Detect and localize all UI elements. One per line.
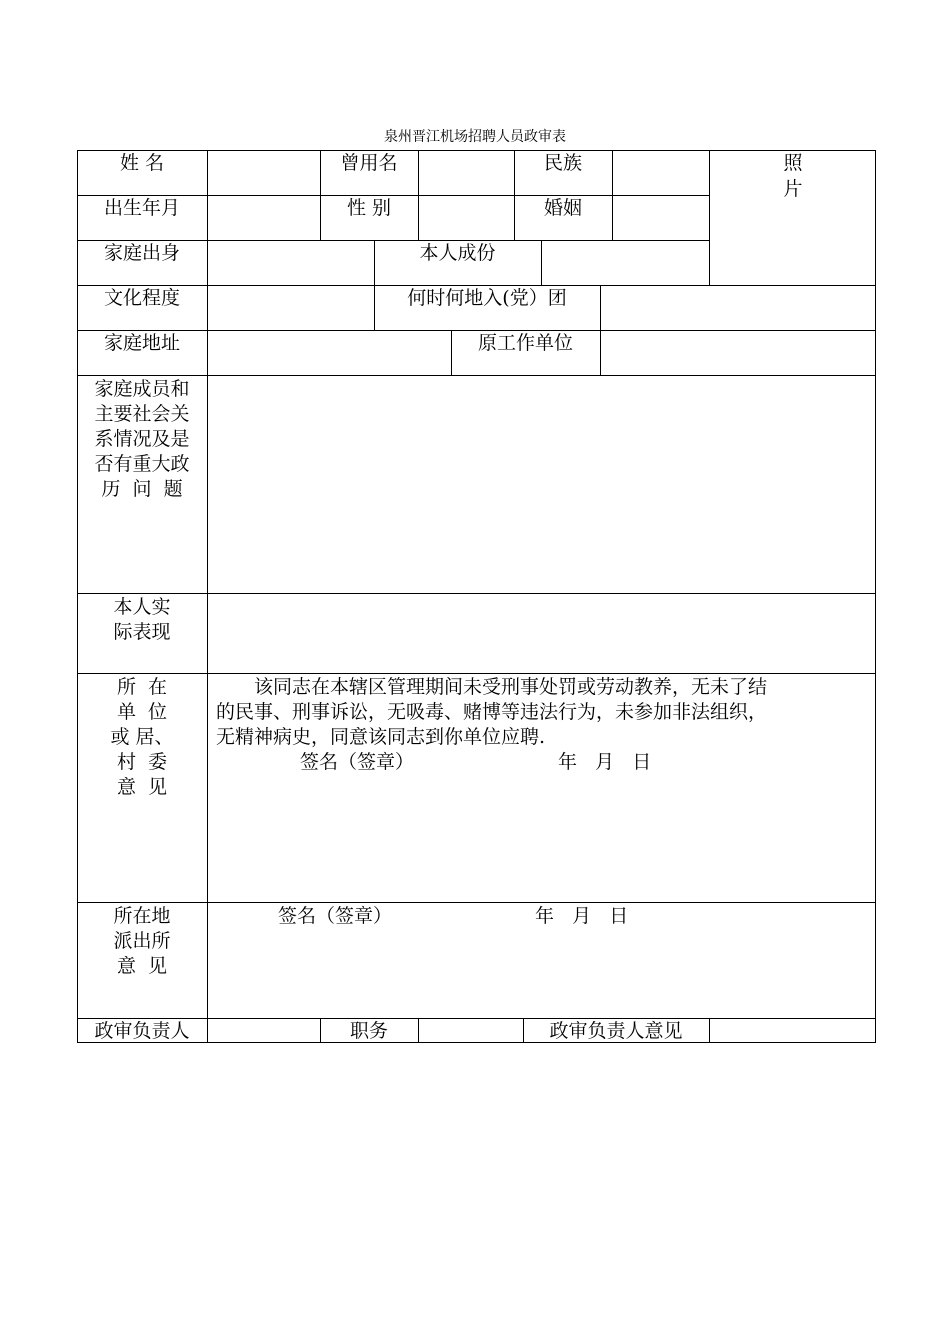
field-reviewer-opinion[interactable]: [710, 1019, 876, 1043]
field-position[interactable]: [419, 1019, 523, 1043]
photo-label-line2: 片: [783, 178, 803, 200]
label-family-line3: 系情况及是: [94, 428, 190, 450]
label-former-name: 曾用名: [340, 152, 398, 174]
label-reviewer-opinion: 政审负责人意见: [549, 1020, 683, 1042]
field-birth[interactable]: [208, 196, 320, 240]
label-ethnicity: 民族: [543, 152, 582, 174]
field-gender[interactable]: [419, 196, 514, 240]
field-reviewer[interactable]: [208, 1019, 320, 1043]
label-party-join: 何时何地入(党）团: [407, 287, 567, 309]
field-former-employer[interactable]: [601, 331, 876, 375]
police-sign-label: 签名（签章）: [278, 905, 393, 927]
committee-text-line3: 无精神病史，同意该同志到你单位应聘.: [216, 726, 546, 748]
committee-sign-label: 签名（签章）: [300, 751, 415, 773]
label-committee-line5: 意 见: [116, 776, 168, 798]
label-performance-line2: 际表现: [113, 621, 171, 643]
field-name[interactable]: [208, 151, 320, 195]
label-police-line2: 派出所: [113, 930, 171, 952]
label-former-employer: 原工作单位: [477, 332, 573, 354]
committee-text-line1: 该同志在本辖区管理期间未受刑事处罚或劳动教养，无未了结: [216, 676, 768, 698]
field-former-name[interactable]: [419, 151, 514, 195]
field-marriage[interactable]: [613, 196, 709, 240]
label-police-line1: 所在地: [113, 905, 171, 927]
label-gender: 性 别: [346, 197, 392, 219]
field-ethnicity[interactable]: [613, 151, 709, 195]
field-family-origin[interactable]: [208, 241, 374, 285]
field-performance[interactable]: [208, 594, 876, 673]
photo-label-line1: 照: [783, 152, 803, 174]
label-committee-line3: 或 居、: [110, 726, 174, 748]
label-birth: 出生年月: [103, 197, 180, 219]
committee-date-label: 年 月 日: [558, 751, 652, 773]
label-family-line1: 家庭成员和: [94, 378, 190, 400]
police-date-label: 年 月 日: [535, 905, 629, 927]
label-police-line3: 意 见: [116, 955, 168, 977]
label-reviewer: 政审负责人: [94, 1020, 190, 1042]
field-party-join[interactable]: [601, 286, 876, 330]
label-name: 姓 名: [119, 152, 165, 174]
field-family-relations[interactable]: [208, 376, 876, 593]
label-family-line4: 否有重大政: [94, 453, 190, 475]
label-position: 职务: [349, 1020, 388, 1042]
label-marriage: 婚姻: [543, 197, 582, 219]
label-family-origin: 家庭出身: [103, 242, 180, 264]
label-committee-line2: 单 位: [116, 701, 168, 723]
label-family-line5: 历 问 题: [101, 478, 183, 500]
label-committee-line1: 所 在: [116, 676, 168, 698]
committee-text-line2: 的民事、刑事诉讼，无吸毒、赌博等违法行为，未参加非法组织，: [216, 701, 768, 723]
label-committee-line4: 村 委: [116, 751, 168, 773]
form-title: 泉州晋江机场招聘人员政审表: [384, 129, 566, 145]
label-personal-status: 本人成份: [419, 242, 496, 264]
label-address: 家庭地址: [103, 332, 180, 354]
label-education: 文化程度: [103, 287, 180, 309]
field-address[interactable]: [208, 331, 451, 375]
label-performance-line1: 本人实: [113, 596, 171, 618]
label-family-line2: 主要社会关: [94, 403, 190, 425]
field-education[interactable]: [208, 286, 374, 330]
field-personal-status[interactable]: [542, 241, 709, 285]
